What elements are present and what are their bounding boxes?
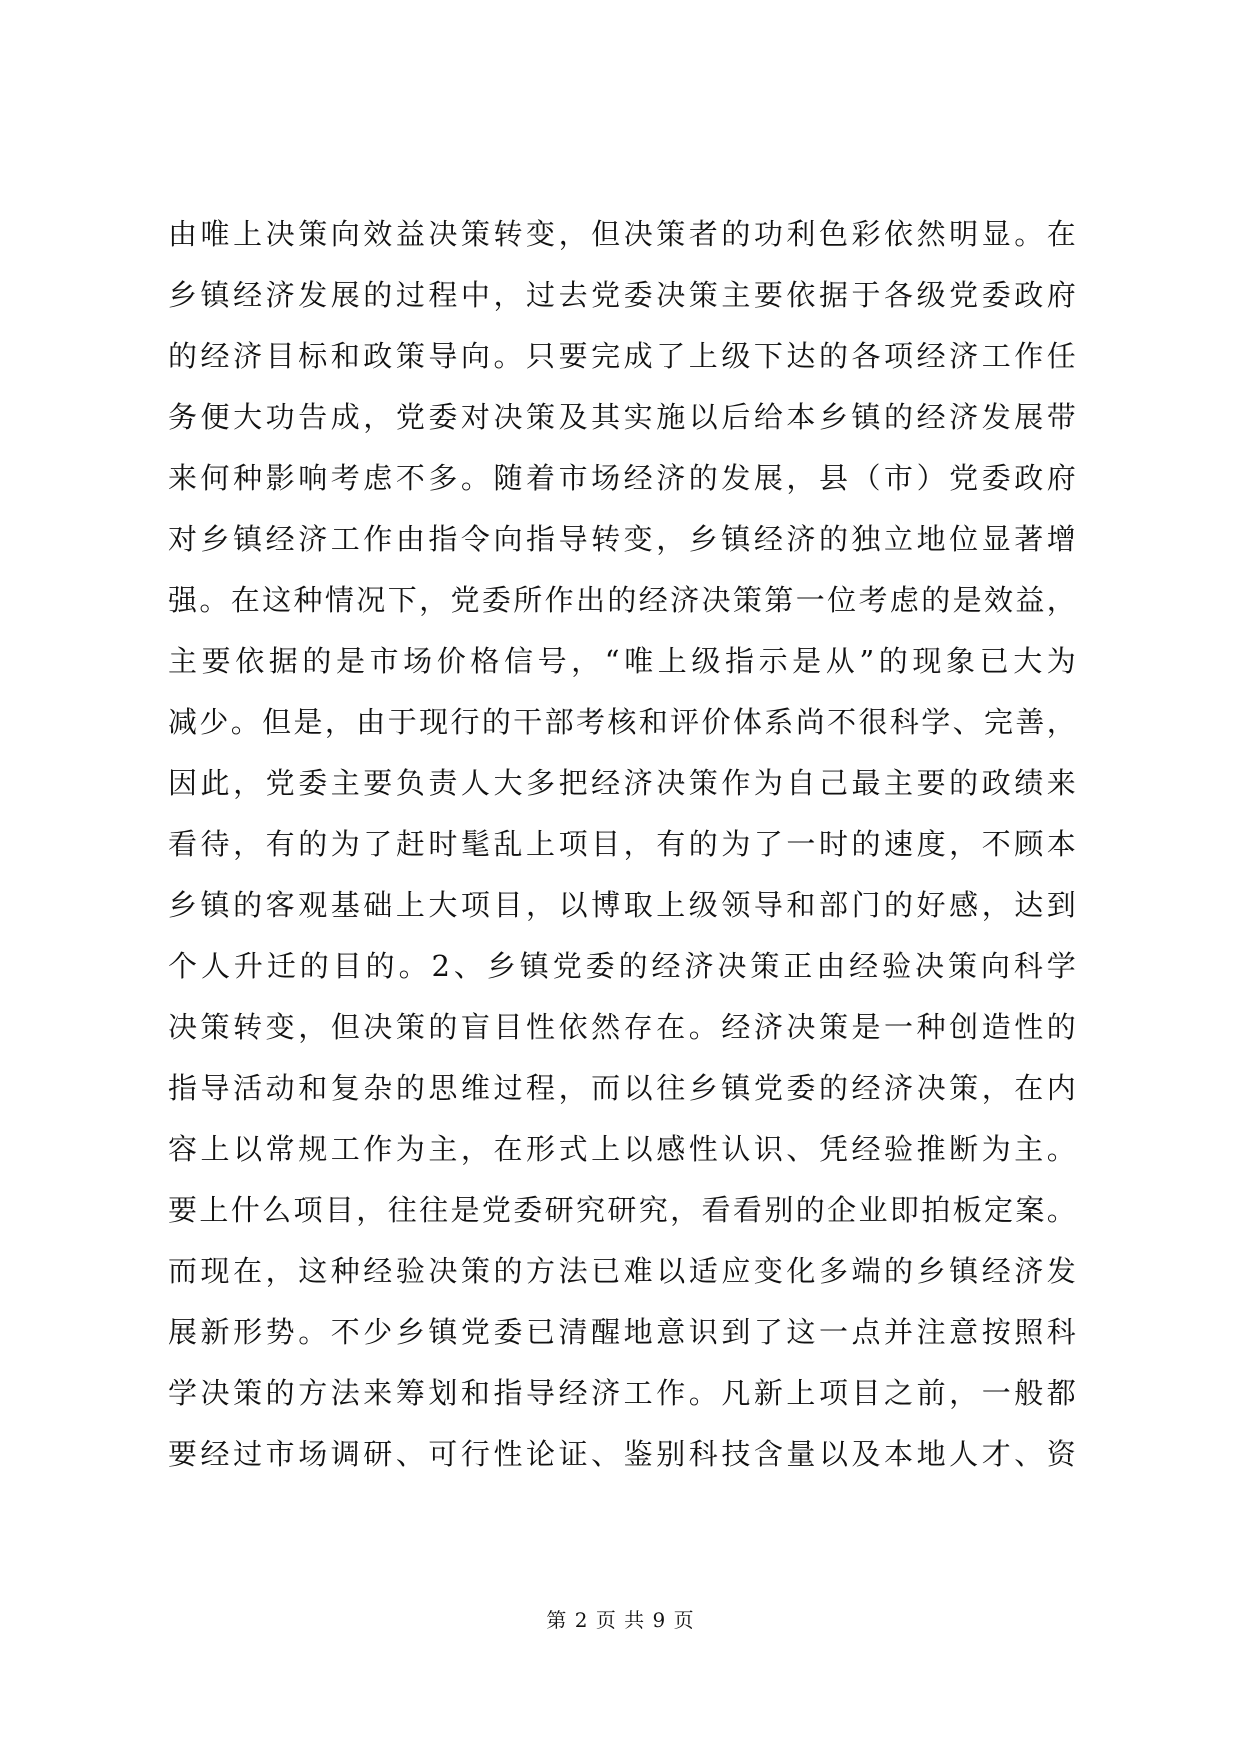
text-line: 指导活动和复杂的思维过程，而以往乡镇党委的经济决策，在内 xyxy=(168,1071,1078,1105)
text-line: 的经济目标和政策导向。只要完成了上级下达的各项经济工作任 xyxy=(168,339,1078,373)
text-line: 乡镇经济发展的过程中，过去党委决策主要依据于各级党委政府 xyxy=(168,278,1078,312)
page-footer: 第 2 页 共 9 页 xyxy=(546,1608,695,1632)
text-line: 由唯上决策向效益决策转变，但决策者的功利色彩依然明显。在 xyxy=(168,217,1078,251)
text-line: 看待，有的为了赶时髦乱上项目，有的为了一时的速度，不顾本 xyxy=(168,827,1078,861)
document-body xyxy=(168,204,1078,1485)
text-line: 容上以常规工作为主，在形式上以感性认识、凭经验推断为主。 xyxy=(168,1132,1078,1166)
text-line: 来何种影响考虑不多。随着市场经济的发展，县（市）党委政府 xyxy=(168,461,1078,495)
text-line: 要经过市场调研、可行性论证、鉴别科技含量以及本地人才、资 xyxy=(168,1437,1078,1471)
text-line: 个人升迁的目的。2、乡镇党委的经济决策正由经验决策向科学 xyxy=(168,949,1078,983)
text-line: 因此，党委主要负责人大多把经济决策作为自己最主要的政绩来 xyxy=(168,766,1078,800)
text-line: 学决策的方法来筹划和指导经济工作。凡新上项目之前，一般都 xyxy=(168,1376,1078,1410)
text-line: 展新形势。不少乡镇党委已清醒地意识到了这一点并注意按照科 xyxy=(168,1315,1078,1349)
text-line: 强。在这种情况下，党委所作出的经济决策第一位考虑的是效益， xyxy=(168,583,1078,617)
text-line: 主要依据的是市场价格信号，“唯上级指示是从”的现象已大为 xyxy=(168,644,1078,678)
text-line: 决策转变，但决策的盲目性依然存在。经济决策是一种创造性的 xyxy=(168,1010,1078,1044)
text-line: 对乡镇经济工作由指令向指导转变，乡镇经济的独立地位显著增 xyxy=(168,522,1078,556)
text-line: 务便大功告成，党委对决策及其实施以后给本乡镇的经济发展带 xyxy=(168,400,1078,434)
text-line: 乡镇的客观基础上大项目，以博取上级领导和部门的好感，达到 xyxy=(168,888,1078,922)
text-line: 减少。但是，由于现行的干部考核和评价体系尚不很科学、完善， xyxy=(168,705,1078,739)
text-line: 要上什么项目，往往是党委研究研究，看看别的企业即拍板定案。 xyxy=(168,1193,1078,1227)
text-line: 而现在，这种经验决策的方法已难以适应变化多端的乡镇经济发 xyxy=(168,1254,1078,1288)
